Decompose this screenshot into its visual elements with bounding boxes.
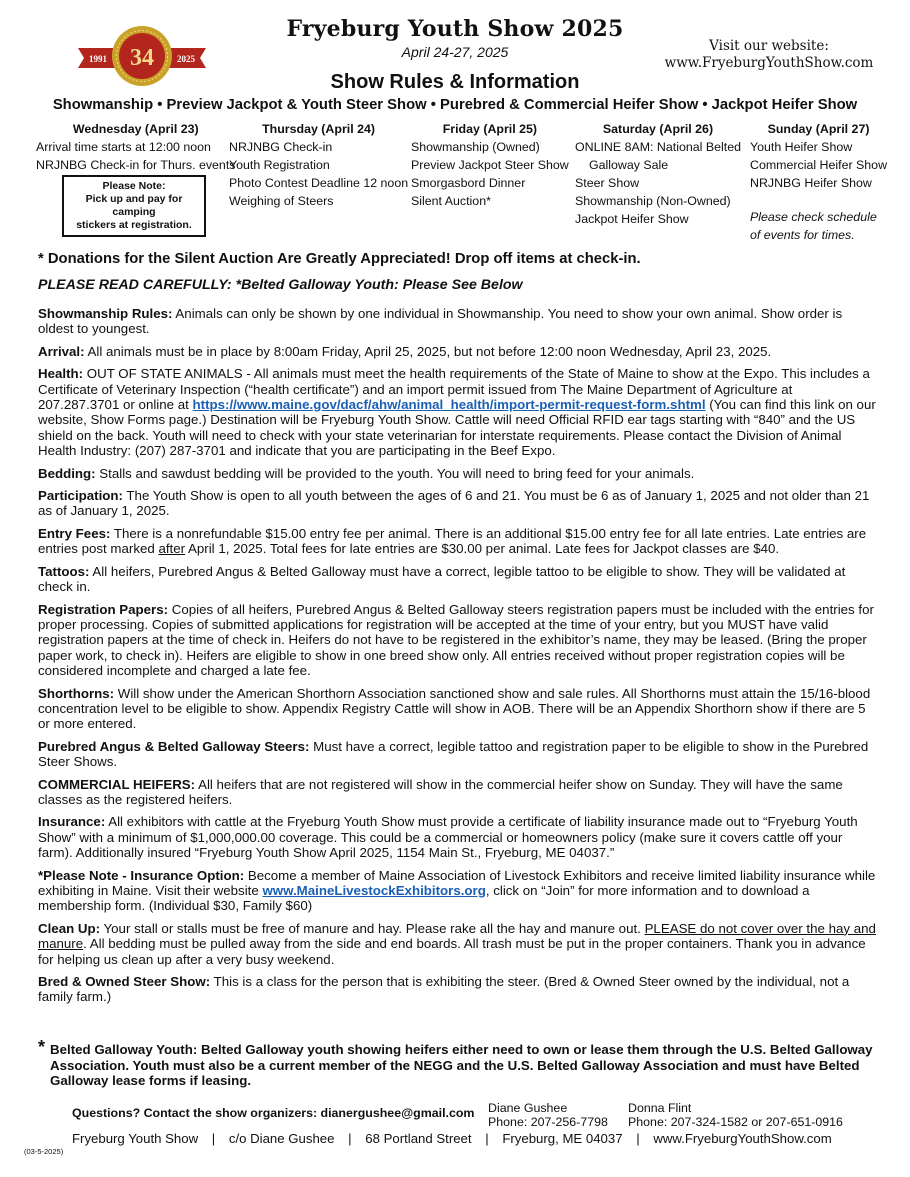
rule-text: Become a member of Maine Association of Livestock Exhibitors and receive limited liability insurance while exhibiting in Maine. Visit their website: [38, 867, 876, 898]
rule-insurance: [38, 814, 876, 860]
please-read-notice: PLEASE READ CAREFULLY: *Belted Galloway Youth: Please See Below: [38, 277, 523, 293]
rule-arrival: [38, 344, 876, 359]
rule-showmanship: [38, 306, 876, 337]
day-heading: Sunday (April 27): [767, 122, 870, 136]
shows-line: Showmanship • Preview Jackpot & Youth Steer Show • Purebred & Commercial Heifer Show • Jackpot Heifer Show: [52, 97, 858, 113]
page-title: Fryeburg Youth Show 2025: [286, 16, 624, 42]
rule-text: Copies of all heifers, Purebred Angus & Belted Galloway steers registration papers must be included with the entries for proper processing. Copies of submitted applications for registration will be accepted at the time of your entry, but you MUST have valid registration papers at the time of check in. Heifers do not have to be registered in the exhibitor’s name, they may be leased. (Bring the proper paper work, to check in). Heifers are eligible to show in one breed show only. All entries received without proper registration copies will be considered incomplete and charged a late fee.: [38, 601, 874, 679]
rule-registration-papers: [38, 602, 876, 679]
rule-text: There is a nonrefundable $15.00 entry fee per animal. There is an additional $15.00 entry fee for all late entries. Late entries are entries post marked: [38, 525, 867, 557]
rule-label: Bedding:: [38, 465, 96, 481]
schedule-item: Arrival time starts at 12:00 noon: [36, 140, 211, 154]
rule-label: Registration Papers:: [38, 601, 169, 617]
rule-purebred-steers: [38, 739, 876, 770]
rule-text: All heifers that are not registered will show in the commercial heifer show on Sunday. They will have the same classes as the registered heifers.: [38, 776, 843, 807]
logo-number: 34: [130, 45, 154, 71]
logo-year-end: 2025: [177, 54, 195, 64]
schedule-item: Showmanship (Owned): [411, 140, 540, 154]
day-heading: Saturday (April 26): [602, 122, 714, 136]
rule-label: Purebred Angus & Belted Galloway Steers:: [38, 738, 310, 754]
schedule-item: Steer Show: [575, 176, 640, 190]
rule-label: Showmanship Rules:: [38, 306, 173, 321]
rule-label: Tattoos:: [38, 563, 90, 579]
rule-insurance-option: [38, 868, 876, 914]
rule-health: [38, 366, 876, 458]
rule-label: Insurance:: [38, 814, 106, 830]
livestock-exhibitors-link[interactable]: www.MaineLivestockExhibitors.org: [262, 883, 486, 898]
schedule-item: Smorgasbord Dinner: [411, 176, 526, 190]
rule-label: Bred & Owned Steer Show:: [38, 974, 211, 990]
website-block: [664, 38, 874, 72]
schedule-item: Silent Auction*: [411, 194, 491, 208]
rule-tattoos: [38, 564, 876, 595]
rule-text: This is a class for the person that is exhibiting the steer. (Bred & Owned Steer owned by the individual, not a family farm.): [38, 974, 850, 1005]
schedule-item: Preview Jackpot Steer Show: [411, 158, 569, 172]
rule-label: Entry Fees:: [38, 525, 111, 541]
revision-date: (03-5-2025): [24, 1147, 64, 1156]
rule-clean-up: [38, 921, 876, 967]
rule-text: , click on “Join” for more information and to download a membership form. (Individual $30, Family $60): [38, 883, 810, 914]
rule-label: COMMERCIAL HEIFERS:: [38, 776, 196, 792]
rule-bedding: [38, 466, 876, 481]
contact-name: Diane Gushee: [488, 1101, 568, 1115]
schedule-item: Weighing of Steers: [229, 194, 334, 208]
rule-participation: [38, 488, 876, 519]
schedule-item: Photo Contest Deadline 12 noon: [229, 176, 409, 190]
asterisk-marker: *: [38, 1037, 46, 1057]
rule-label: Participation:: [38, 488, 123, 504]
contact-donna: [628, 1101, 843, 1129]
rule-shorthorns: [38, 686, 876, 732]
rule-text: April 1, 2025. Total fees for late entries are $30.00 per animal. Late fees for Jackpot classes are $40.: [185, 541, 780, 557]
footer-separator: |: [485, 1131, 489, 1146]
rule-text: Will show under the American Shorthorn Association sanctioned show and sale rules. All Shorthorns must attain the 15/16-blood concentration level to be eligible to show. Appendix Registry Cattle will show in AOB. There will be an Appendix Shorthorn show if there are 5 or more entered.: [38, 685, 871, 732]
schedule-item: ONLINE 8AM: National Belted: [575, 140, 741, 154]
website-label: Visit our website:: [709, 38, 829, 54]
rule-text: (You can find this link on our website, Show Forms page.) Destination will be Fryeburg Youth Show. Cattle will need Official RFID ear tags starting with “840” and the US shield on the back. Youth will need to check with your state veterinarian for interstate requirements. Please contact the Division of Animal Health Industry: (207) 287-3701 and indicate that you are participating in the Beef Expo.: [38, 397, 876, 459]
schedule-item: NRJNBG Heifer Show: [750, 176, 872, 190]
day-heading: Thursday (April 24): [262, 122, 376, 136]
footer-street: 68 Portland Street: [365, 1131, 472, 1146]
galloway-text: Belted Galloway Youth: Belted Galloway youth showing heifers either need to own or lease them through the U.S. Belted Galloway Association. Youth must also be a current member of the NEGG and the U.S. Belted Galloway Association and must have Belted Galloway lease forms if leasing.: [50, 1042, 873, 1088]
rule-text: All animals must be in place by 8:00am Friday, April 25, 2025, but not before 12:00 noon Wednesday, April 23, 2025.: [84, 343, 772, 359]
schedule-item: Showmanship (Non-Owned): [575, 194, 731, 208]
show-dates: April 24-27, 2025: [401, 44, 509, 60]
rule-label: Arrival:: [38, 343, 85, 359]
note-line: Please Note:: [102, 180, 166, 192]
schedule-note: of events for times.: [750, 228, 855, 242]
rule-label: *Please Note - Insurance Option:: [38, 867, 245, 883]
questions-contact: Questions? Contact the show organizers: dianergushee@gmail.com: [72, 1106, 475, 1120]
schedule-item: Youth Registration: [229, 158, 330, 172]
schedule-item: NRJNBG Check-in: [229, 140, 333, 154]
rule-text: . All bedding must be pulled away from the side and end boards. All trash must be put in the proper containers. Thank you in advance for helping us clean up after a very busy weekend.: [38, 936, 866, 967]
import-permit-link[interactable]: https://www.maine.gov/dacf/ahw/animal_health/import-permit-request-form.shtml: [192, 397, 706, 413]
footer-separator: |: [211, 1131, 216, 1146]
rules-section: [38, 306, 876, 1012]
camping-note-box: [62, 175, 206, 237]
schedule-item: NRJNBG Check-in for Thurs. events: [36, 158, 236, 172]
schedule-friday: [411, 120, 569, 210]
contact-diane: [488, 1101, 608, 1129]
schedule-item: Jackpot Heifer Show: [575, 212, 689, 226]
schedule-note: Please check schedule: [750, 210, 877, 224]
footer-separator: |: [348, 1131, 352, 1146]
schedule-sunday: [750, 120, 887, 244]
rule-label: Clean Up:: [38, 920, 101, 936]
rule-label: Health:: [38, 366, 84, 382]
rules-heading: Show Rules & Information: [330, 71, 580, 93]
day-heading: Wednesday (April 23): [72, 122, 199, 136]
note-line: Pick up and pay for camping: [85, 193, 183, 218]
footer-website[interactable]: www.FryeburgYouthShow.com: [653, 1131, 832, 1146]
rule-text: Animals can only be shown by one individual in Showmanship. You need to show your own animal. Show order is oldest to youngest.: [38, 306, 843, 337]
schedule-item: Youth Heifer Show: [750, 140, 853, 154]
footer-address: [72, 1131, 832, 1146]
rule-text: All heifers, Purebred Angus & Belted Galloway must have a correct, legible tattoo to be eligible to show. They will be validated at check in.: [38, 563, 846, 595]
rule-text: Your stall or stalls must be free of manure and hay. Please rake all the hay and manure out.: [100, 920, 645, 936]
schedule-wednesday: [36, 120, 235, 174]
rule-entry-fees: [38, 526, 876, 557]
website-link[interactable]: www.FryeburgYouthShow.com: [664, 55, 874, 71]
rule-text: Must have a correct, legible tattoo and registration paper to be eligible to show in the Purebred Steer Shows.: [38, 738, 869, 770]
footer-city: Fryeburg, ME 04037: [502, 1131, 623, 1146]
donations-notice: * Donations for the Silent Auction Are Greatly Appreciated! Drop off items at check-in.: [38, 251, 641, 267]
belted-galloway-notice: [38, 1037, 876, 1089]
note-line: stickers at registration.: [76, 219, 192, 231]
schedule-thursday: [229, 120, 408, 210]
schedule-item: Commercial Heifer Show: [750, 158, 888, 172]
rule-text: The Youth Show is open to all youth between the ages of 6 and 21. You must be 6 as of January 1, 2025 and not older than 21 as of January 1, 2025.: [38, 488, 870, 519]
footer-separator: |: [636, 1131, 640, 1146]
rule-text: OUT OF STATE ANIMALS - All animals must meet the health requirements of the State of Maine to show at the Expo. This includes a Certificate of Veterinary Inspection (“health certificate”) and an import permit issued from The Maine Department of Agriculture at 207.287.3701 or online at: [38, 366, 870, 413]
schedule-saturday: [575, 120, 741, 228]
schedule-item: Galloway Sale: [589, 158, 669, 172]
rule-bred-owned: [38, 974, 876, 1005]
contact-name: Donna Flint: [628, 1101, 692, 1115]
day-heading: Friday (April 25): [442, 122, 538, 136]
footer-org: Fryeburg Youth Show: [72, 1131, 199, 1146]
footer-care-of: c/o Diane Gushee: [228, 1131, 335, 1146]
rule-emphasis: PLEASE do not cover over the hay and manure: [38, 920, 876, 952]
contact-phone: Phone: 207-324-1582 or 207-651-0916: [628, 1115, 843, 1129]
rule-text: Stalls and sawdust bedding will be provided to the youth. You will need to bring feed for your animals.: [95, 465, 695, 481]
contact-phone: Phone: 207-256-7798: [488, 1115, 608, 1129]
rule-emphasis: after: [158, 541, 186, 557]
logo-year-start: 1991: [89, 54, 107, 64]
rule-label: Shorthorns:: [38, 685, 115, 701]
rule-commercial-heifers: [38, 777, 876, 808]
rule-text: All exhibitors with cattle at the Fryeburg Youth Show must provide a certificate of liability insurance made out to “Fryeburg Youth Show” with a minimum of $1,000,000.00 coverage. This could be a commercial or homeowners policy (make sure it covers cattle off your farm). Additionally insured “Fryeburg Youth Show April 2025, 1154 Main St., Fryeburg, ME 04037.”: [38, 814, 858, 861]
